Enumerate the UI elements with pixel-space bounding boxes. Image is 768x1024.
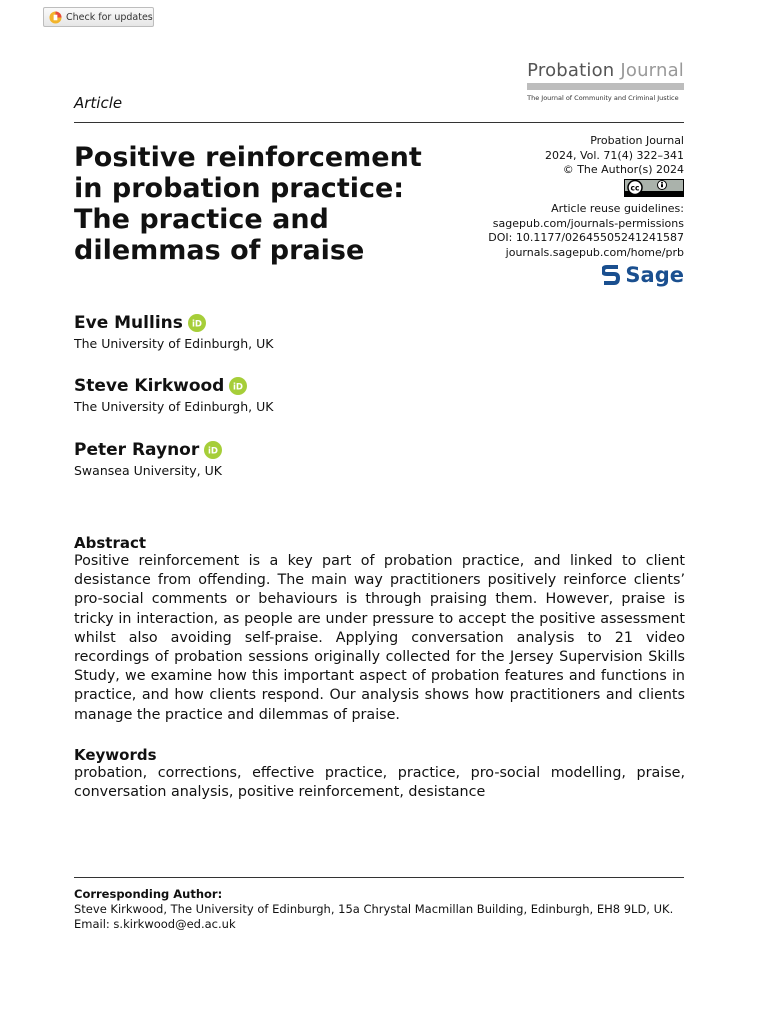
journal-logo-subtitle: The Journal of Community and Criminal Justice <box>527 94 679 102</box>
meta-journal-url[interactable]: journals.sagepub.com/home/prb <box>505 245 684 259</box>
meta-reuse: Article reuse guidelines: <box>551 202 684 215</box>
svg-text:iD: iD <box>208 446 219 457</box>
svg-text:cc: cc <box>630 183 640 192</box>
meta-copyright: © The Author(s) 2024 <box>562 163 684 176</box>
svg-text:iD: iD <box>233 382 244 393</box>
abstract-heading: Abstract <box>74 534 147 552</box>
check-for-updates-label: Check for updates <box>66 11 153 23</box>
corresponding-author <box>74 887 685 932</box>
author-affiliation: The University of Edinburgh, UK <box>74 399 274 414</box>
keywords-heading: Keywords <box>74 746 157 764</box>
article-metadata <box>488 134 684 291</box>
author-block <box>74 376 273 414</box>
check-updates-icon <box>49 11 62 24</box>
keywords-section <box>74 746 685 802</box>
meta-volume: 2024, Vol. 71(4) 322–341 <box>544 148 684 162</box>
meta-journal: Probation Journal <box>590 134 684 147</box>
corresponding-email[interactable]: Email: s.kirkwood@ed.ac.uk <box>74 917 236 931</box>
journal-logo <box>527 60 684 102</box>
meta-doi[interactable]: DOI: 10.1177/02645505241241587 <box>488 231 684 244</box>
author-block <box>74 313 273 351</box>
title-line: The practice and <box>74 204 329 235</box>
orcid-icon[interactable] <box>188 314 206 332</box>
author-name: Steve Kirkwood <box>74 376 225 396</box>
orcid-icon[interactable] <box>229 377 247 395</box>
abstract-section <box>74 534 685 725</box>
keywords-text: probation, corrections, effective practice, practice, pro-social modelling, praise, conversation analysis, positive reinforcement, desistance <box>74 765 685 801</box>
sage-logo[interactable] <box>602 264 684 286</box>
meta-permissions-link[interactable]: sagepub.com/journals-permissions <box>492 216 684 230</box>
title-line: Positive reinforcement <box>74 142 422 173</box>
corresponding-heading: Corresponding Author: <box>74 887 223 901</box>
title-line: in probation practice: <box>74 173 405 204</box>
abstract-text: Positive reinforcement is a key part of probation practice, and linked to client desistance from offending. The main way practitioners positively reinforce clients’ pro-social comments or behaviours is through praising them. However, praise is tricky in interaction, as people are under pressure to accept the positive assessment whilst also avoiding self-praise. Applying conversation analysis to 21 video recordings of probation sessions originally collected for the Jersey Supervision Skills Study, we examine how this important aspect of probation features and functions in practice, and how clients respond. Our analysis shows how practitioners and clients manage the practice and dilemmas of praise. <box>74 553 685 723</box>
sage-s-icon <box>602 264 620 286</box>
footer-rule <box>74 877 684 878</box>
sage-logo-text: Sage <box>625 262 684 287</box>
cc-by-icon[interactable] <box>624 179 684 197</box>
journal-logo-bar <box>527 83 684 90</box>
corresponding-address: Steve Kirkwood, The University of Edinburgh, 15a Chrystal Macmillan Building, Edinburgh, EH8 9LD, UK. <box>74 902 674 916</box>
journal-logo-name-dark: Probation <box>527 60 615 81</box>
header-rule <box>74 122 684 123</box>
author-affiliation: Swansea University, UK <box>74 463 222 478</box>
author-affiliation: The University of Edinburgh, UK <box>74 336 274 351</box>
author-name: Peter Raynor <box>74 440 200 460</box>
orcid-icon[interactable] <box>204 441 222 459</box>
check-for-updates-button[interactable] <box>43 7 154 27</box>
article-title <box>74 142 474 266</box>
journal-logo-title <box>527 60 684 81</box>
svg-text:iD: iD <box>191 319 202 330</box>
author-block <box>74 440 222 478</box>
title-line: dilemmas of praise <box>74 235 365 266</box>
article-type-label: Article <box>74 94 123 112</box>
journal-logo-name-light: Journal <box>620 60 684 81</box>
author-name: Eve Mullins <box>74 313 183 333</box>
